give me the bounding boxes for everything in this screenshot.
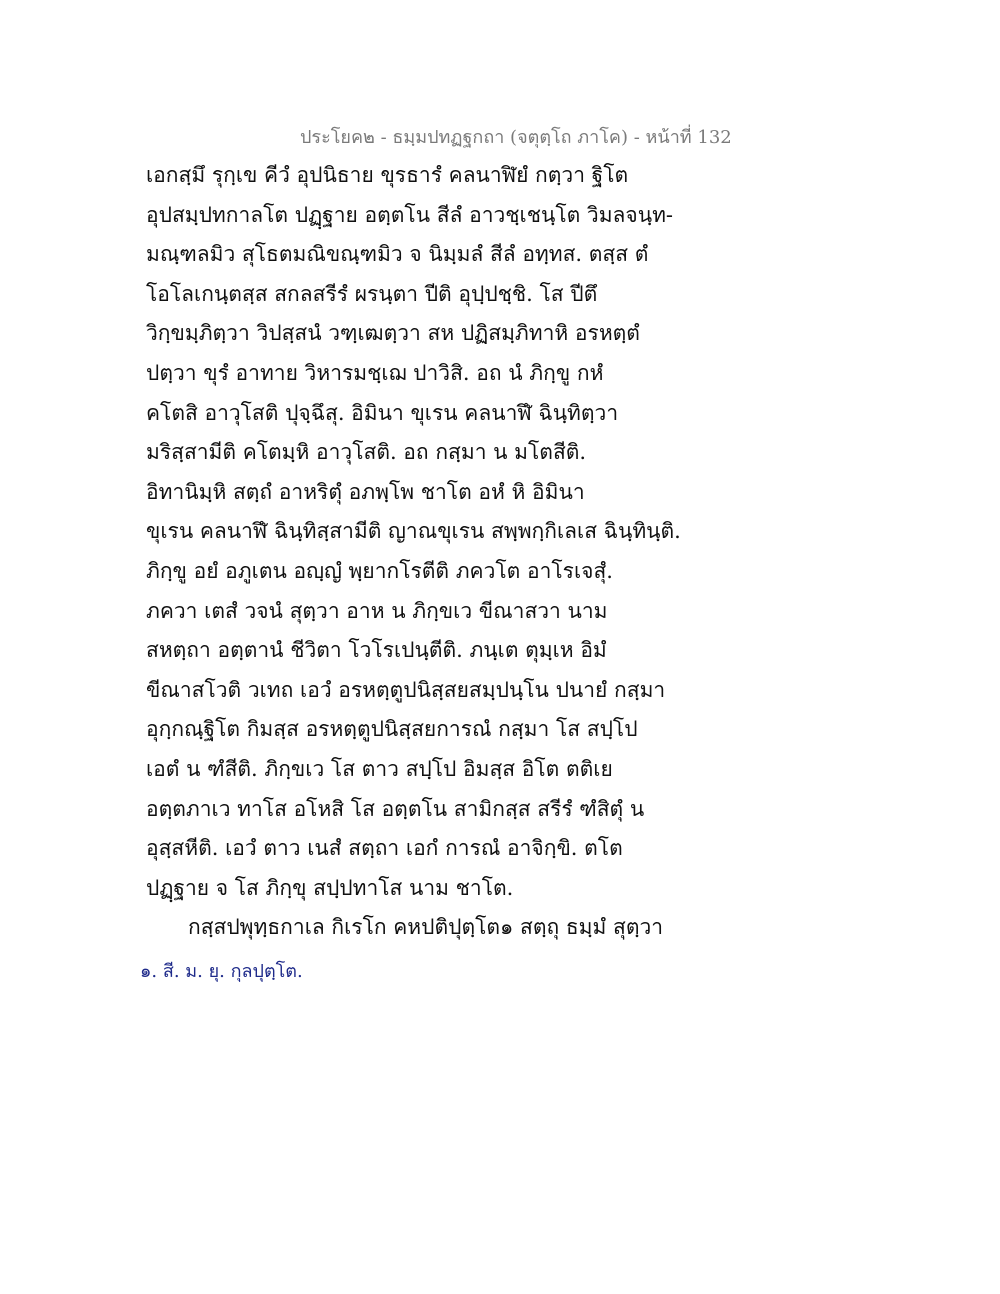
text-line: ภิกฺขู อยํ อภูเตน อญฺญํ พฺยากโรตีติ ภควโต อาโรเจสุํ. <box>146 558 613 583</box>
text-line: อิทานิมฺหิ สตฺถํ อาหริตุํ อภพฺโพ ชาโต อหํ หิ อิมินา <box>146 479 585 504</box>
text-line: อตฺตภาเว ทาโส อโหสิ โส อตฺตโน สามิกสฺส สรีรํ ฑํสิตุํ น <box>146 796 645 821</box>
text-line: อุกฺกณฺฐิโต กิมสฺส อรหตฺตูปนิสฺสยการณํ กสฺมา โส สปฺโป <box>146 717 638 742</box>
text-line: เอตํ น ฑํสีติ. ภิกฺขเว โส ตาว สปฺโป อิมสฺส อิโต ตติเย <box>146 756 613 781</box>
footnote: ๑. สี. ม. ยุ. กุลปุตฺโต. <box>140 961 303 982</box>
text-line: ขุเรน คลนาฬึ ฉินฺทิสฺสามีติ ญาณขุเรน สพฺพกฺกิเลเส ฉินฺทินฺติ. <box>146 519 681 544</box>
text-line: โอโลเกนฺตสฺส สกลสรีรํ ผรนฺตา ปีติ อุปฺปชฺชิ. โส ปีตึ <box>146 281 598 306</box>
text-line: ขีณาสโวติ วเทถ เอวํ อรหตฺตูปนิสฺสยสมฺปนฺโน ปนายํ กสฺมา <box>146 677 666 702</box>
text-line: มริสฺสามีติ คโตมฺหิ อาวุโสติ. อถ กสฺมา น มโตสีติ. <box>146 440 587 465</box>
paragraph-start-line: กสฺสปพุทฺธกาเล กิเรโก คหปติปุตฺโต๑ สตฺถุ ธมฺมํ สุตฺวา <box>188 915 664 940</box>
text-line: อุปสมฺปทกาลโต ปฏฺฐาย อตฺตโน สีลํ อาวชฺเชนฺโต วิมลจนฺท- <box>146 202 674 227</box>
running-header: ประโยค๒ - ธมฺมปทฏฐกถา (จตุตฺโถ ภาโค) - หน้าที่ 132 <box>300 127 732 148</box>
text-line: ปตฺวา ขุรํ อาทาย วิหารมชฺเฌ ปาวิสิ. อถ นํ ภิกฺขู กหํ <box>146 360 604 385</box>
text-line: เอกสฺมึ รุกฺเข คีวํ อุปนิธาย ขุรธารํ คลนาฬิยํ กตฺวา ฐิโต <box>146 163 629 187</box>
text-line: มณฺฑลมิว สุโธตมณิขณฺฑมิว จ นิมฺมลํ สีลํ อทฺทส. ตสฺส ตํ <box>146 242 649 267</box>
text-line: สหตฺถา อตฺตานํ ชีวิตา โวโรเปนฺตีติ. ภนฺเต ตุมฺเห อิมํ <box>146 638 607 663</box>
text-line: วิกฺขมฺภิตฺวา วิปสฺสนํ วฑฺเฒตฺวา สห ปฏิสมฺภิทาหิ อรหตฺตํ <box>146 321 640 346</box>
text-line: อุสฺสหีติ. เอวํ ตาว เนสํ สตฺถา เอกํ การณํ อาจิกฺขิ. ตโต <box>146 836 623 861</box>
text-line: ภควา เตสํ วจนํ สุตฺวา อาห น ภิกฺขเว ขีณาสวา นาม <box>146 598 608 623</box>
body-text <box>146 156 706 948</box>
text-line: ปฏฺฐาย จ โส ภิกฺขุ สปฺปทาโส นาม ชาโต. <box>146 875 514 900</box>
text-line: คโตสิ อาวุโสติ ปุจฺฉึสุ. อิมินา ขุเรน คลนาฬึ ฉินฺทิตฺวา <box>146 400 619 425</box>
